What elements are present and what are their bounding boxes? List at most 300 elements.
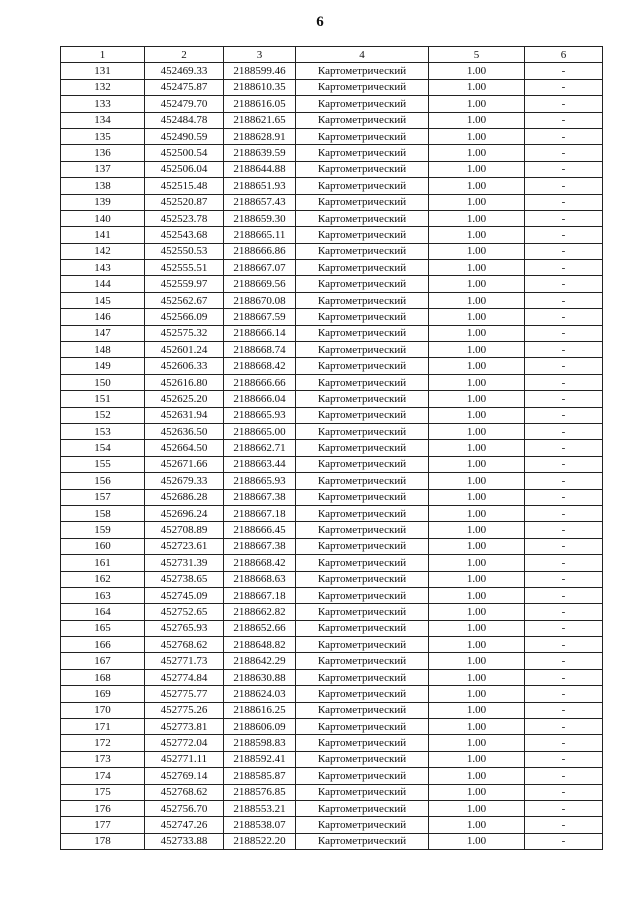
cell-description: - <box>525 440 603 456</box>
cell-x: 452566.09 <box>145 309 224 325</box>
cell-method: Картометрический <box>296 407 429 423</box>
cell-x: 452771.73 <box>145 653 224 669</box>
cell-x: 452756.70 <box>145 800 224 816</box>
cell-method: Картометрический <box>296 456 429 472</box>
cell-point-number: 147 <box>61 325 145 341</box>
cell-x: 452490.59 <box>145 128 224 144</box>
cell-x: 452555.51 <box>145 260 224 276</box>
cell-method: Картометрический <box>296 227 429 243</box>
cell-point-number: 144 <box>61 276 145 292</box>
cell-method: Картометрический <box>296 79 429 95</box>
cell-method: Картометрический <box>296 669 429 685</box>
cell-method: Картометрический <box>296 637 429 653</box>
table-row <box>61 817 603 833</box>
cell-x: 452625.20 <box>145 391 224 407</box>
column-header-accuracy: 5 <box>429 47 525 63</box>
cell-method: Картометрический <box>296 243 429 259</box>
cell-accuracy: 1.00 <box>429 571 525 587</box>
cell-accuracy: 1.00 <box>429 210 525 226</box>
table-row <box>61 571 603 587</box>
cell-y: 2188592.41 <box>224 751 296 767</box>
cell-description: - <box>525 456 603 472</box>
cell-y: 2188669.56 <box>224 276 296 292</box>
cell-y: 2188642.29 <box>224 653 296 669</box>
cell-y: 2188553.21 <box>224 800 296 816</box>
table-row <box>61 784 603 800</box>
cell-y: 2188668.74 <box>224 342 296 358</box>
cell-y: 2188657.43 <box>224 194 296 210</box>
cell-y: 2188616.25 <box>224 702 296 718</box>
cell-description: - <box>525 702 603 718</box>
cell-method: Картометрический <box>296 571 429 587</box>
cell-x: 452606.33 <box>145 358 224 374</box>
table-row <box>61 620 603 636</box>
cell-description: - <box>525 833 603 849</box>
cell-description: - <box>525 473 603 489</box>
cell-point-number: 165 <box>61 620 145 636</box>
cell-method: Картометрический <box>296 161 429 177</box>
cell-y: 2188666.14 <box>224 325 296 341</box>
cell-point-number: 170 <box>61 702 145 718</box>
cell-point-number: 136 <box>61 145 145 161</box>
cell-description: - <box>525 489 603 505</box>
table-row <box>61 587 603 603</box>
table-row <box>61 374 603 390</box>
cell-description: - <box>525 669 603 685</box>
table-row <box>61 178 603 194</box>
cell-x: 452631.94 <box>145 407 224 423</box>
cell-y: 2188630.88 <box>224 669 296 685</box>
cell-point-number: 178 <box>61 833 145 849</box>
cell-description: - <box>525 784 603 800</box>
cell-point-number: 171 <box>61 719 145 735</box>
cell-x: 452475.87 <box>145 79 224 95</box>
cell-x: 452769.14 <box>145 768 224 784</box>
cell-method: Картометрический <box>296 292 429 308</box>
cell-y: 2188659.30 <box>224 210 296 226</box>
cell-method: Картометрический <box>296 784 429 800</box>
cell-method: Картометрический <box>296 194 429 210</box>
cell-description: - <box>525 391 603 407</box>
cell-method: Картометрический <box>296 751 429 767</box>
cell-y: 2188610.35 <box>224 79 296 95</box>
cell-y: 2188670.08 <box>224 292 296 308</box>
cell-y: 2188665.11 <box>224 227 296 243</box>
cell-accuracy: 1.00 <box>429 128 525 144</box>
cell-point-number: 157 <box>61 489 145 505</box>
cell-y: 2188667.38 <box>224 489 296 505</box>
cell-x: 452479.70 <box>145 96 224 112</box>
table-row <box>61 342 603 358</box>
table-row <box>61 555 603 571</box>
cell-accuracy: 1.00 <box>429 538 525 554</box>
table-row <box>61 161 603 177</box>
cell-description: - <box>525 768 603 784</box>
cell-method: Картометрический <box>296 833 429 849</box>
table-row <box>61 538 603 554</box>
cell-y: 2188667.18 <box>224 505 296 521</box>
cell-description: - <box>525 555 603 571</box>
table-row <box>61 145 603 161</box>
cell-description: - <box>525 505 603 521</box>
cell-point-number: 132 <box>61 79 145 95</box>
cell-x: 452696.24 <box>145 505 224 521</box>
cell-point-number: 156 <box>61 473 145 489</box>
cell-y: 2188666.45 <box>224 522 296 538</box>
cell-accuracy: 1.00 <box>429 309 525 325</box>
cell-point-number: 134 <box>61 112 145 128</box>
cell-description: - <box>525 161 603 177</box>
table-row <box>61 292 603 308</box>
cell-method: Картометрический <box>296 800 429 816</box>
cell-point-number: 146 <box>61 309 145 325</box>
cell-method: Картометрический <box>296 145 429 161</box>
cell-point-number: 151 <box>61 391 145 407</box>
cell-point-number: 160 <box>61 538 145 554</box>
cell-x: 452664.50 <box>145 440 224 456</box>
cell-accuracy: 1.00 <box>429 63 525 79</box>
cell-description: - <box>525 145 603 161</box>
cell-x: 452768.62 <box>145 637 224 653</box>
cell-description: - <box>525 571 603 587</box>
cell-x: 452771.11 <box>145 751 224 767</box>
cell-y: 2188662.71 <box>224 440 296 456</box>
cell-point-number: 169 <box>61 686 145 702</box>
cell-method: Картометрический <box>296 128 429 144</box>
cell-y: 2188606.09 <box>224 719 296 735</box>
cell-description: - <box>525 735 603 751</box>
cell-point-number: 158 <box>61 505 145 521</box>
cell-method: Картометрический <box>296 309 429 325</box>
cell-accuracy: 1.00 <box>429 768 525 784</box>
cell-x: 452515.48 <box>145 178 224 194</box>
cell-method: Картометрический <box>296 440 429 456</box>
table-row <box>61 768 603 784</box>
cell-description: - <box>525 374 603 390</box>
cell-y: 2188666.86 <box>224 243 296 259</box>
cell-method: Картометрический <box>296 620 429 636</box>
cell-y: 2188624.03 <box>224 686 296 702</box>
cell-x: 452775.77 <box>145 686 224 702</box>
cell-point-number: 166 <box>61 637 145 653</box>
cell-method: Картометрический <box>296 342 429 358</box>
cell-description: - <box>525 260 603 276</box>
cell-y: 2188576.85 <box>224 784 296 800</box>
cell-accuracy: 1.00 <box>429 374 525 390</box>
cell-accuracy: 1.00 <box>429 669 525 685</box>
cell-description: - <box>525 63 603 79</box>
cell-y: 2188652.66 <box>224 620 296 636</box>
cell-method: Картометрический <box>296 489 429 505</box>
table-row <box>61 79 603 95</box>
cell-method: Картометрический <box>296 587 429 603</box>
cell-x: 452550.53 <box>145 243 224 259</box>
cell-x: 452601.24 <box>145 342 224 358</box>
cell-description: - <box>525 800 603 816</box>
cell-accuracy: 1.00 <box>429 489 525 505</box>
cell-x: 452773.81 <box>145 719 224 735</box>
table-row <box>61 702 603 718</box>
cell-point-number: 162 <box>61 571 145 587</box>
cell-accuracy: 1.00 <box>429 178 525 194</box>
cell-description: - <box>525 96 603 112</box>
cell-y: 2188666.04 <box>224 391 296 407</box>
cell-accuracy: 1.00 <box>429 407 525 423</box>
table-row <box>61 505 603 521</box>
cell-method: Картометрический <box>296 358 429 374</box>
cell-point-number: 141 <box>61 227 145 243</box>
cell-point-number: 164 <box>61 604 145 620</box>
cell-point-number: 163 <box>61 587 145 603</box>
cell-x: 452768.62 <box>145 784 224 800</box>
cell-y: 2188668.42 <box>224 358 296 374</box>
cell-y: 2188665.00 <box>224 423 296 439</box>
cell-description: - <box>525 227 603 243</box>
cell-x: 452747.26 <box>145 817 224 833</box>
cell-y: 2188522.20 <box>224 833 296 849</box>
table-row <box>61 833 603 849</box>
cell-method: Картометрический <box>296 260 429 276</box>
cell-x: 452733.88 <box>145 833 224 849</box>
cell-y: 2188667.18 <box>224 587 296 603</box>
table-row <box>61 686 603 702</box>
cell-point-number: 138 <box>61 178 145 194</box>
cell-point-number: 154 <box>61 440 145 456</box>
cell-point-number: 131 <box>61 63 145 79</box>
table-row <box>61 440 603 456</box>
cell-accuracy: 1.00 <box>429 473 525 489</box>
column-header-x: 2 <box>145 47 224 63</box>
table-header-row <box>61 47 603 63</box>
cell-method: Картометрический <box>296 63 429 79</box>
cell-y: 2188662.82 <box>224 604 296 620</box>
cell-x: 452500.54 <box>145 145 224 161</box>
cell-point-number: 148 <box>61 342 145 358</box>
cell-accuracy: 1.00 <box>429 587 525 603</box>
cell-method: Картометрический <box>296 96 429 112</box>
table-row <box>61 243 603 259</box>
cell-accuracy: 1.00 <box>429 653 525 669</box>
cell-accuracy: 1.00 <box>429 522 525 538</box>
cell-y: 2188665.93 <box>224 473 296 489</box>
cell-x: 452520.87 <box>145 194 224 210</box>
table-row <box>61 637 603 653</box>
cell-method: Картометрический <box>296 112 429 128</box>
table-row <box>61 276 603 292</box>
cell-accuracy: 1.00 <box>429 194 525 210</box>
cell-point-number: 175 <box>61 784 145 800</box>
cell-x: 452679.33 <box>145 473 224 489</box>
cell-x: 452523.78 <box>145 210 224 226</box>
table-row <box>61 358 603 374</box>
cell-point-number: 137 <box>61 161 145 177</box>
cell-point-number: 133 <box>61 96 145 112</box>
cell-y: 2188628.91 <box>224 128 296 144</box>
table-row <box>61 800 603 816</box>
cell-point-number: 140 <box>61 210 145 226</box>
table-row <box>61 309 603 325</box>
cell-x: 452765.93 <box>145 620 224 636</box>
cell-y: 2188599.46 <box>224 63 296 79</box>
cell-accuracy: 1.00 <box>429 817 525 833</box>
cell-x: 452774.84 <box>145 669 224 685</box>
cell-accuracy: 1.00 <box>429 260 525 276</box>
cell-method: Картометрический <box>296 374 429 390</box>
table-row <box>61 604 603 620</box>
cell-point-number: 174 <box>61 768 145 784</box>
table-row <box>61 735 603 751</box>
cell-point-number: 161 <box>61 555 145 571</box>
cell-x: 452775.26 <box>145 702 224 718</box>
cell-x: 452723.61 <box>145 538 224 554</box>
cell-method: Картометрический <box>296 653 429 669</box>
cell-point-number: 142 <box>61 243 145 259</box>
cell-y: 2188585.87 <box>224 768 296 784</box>
cell-description: - <box>525 79 603 95</box>
cell-x: 452575.32 <box>145 325 224 341</box>
cell-x: 452506.04 <box>145 161 224 177</box>
cell-description: - <box>525 719 603 735</box>
cell-y: 2188616.05 <box>224 96 296 112</box>
cell-method: Картометрический <box>296 719 429 735</box>
cell-description: - <box>525 407 603 423</box>
table-row <box>61 751 603 767</box>
cell-method: Картометрический <box>296 604 429 620</box>
cell-accuracy: 1.00 <box>429 686 525 702</box>
cell-x: 452484.78 <box>145 112 224 128</box>
cell-accuracy: 1.00 <box>429 342 525 358</box>
cell-y: 2188667.07 <box>224 260 296 276</box>
cell-method: Картометрический <box>296 423 429 439</box>
table-row <box>61 423 603 439</box>
cell-point-number: 135 <box>61 128 145 144</box>
cell-accuracy: 1.00 <box>429 227 525 243</box>
cell-point-number: 139 <box>61 194 145 210</box>
cell-accuracy: 1.00 <box>429 325 525 341</box>
cell-description: - <box>525 194 603 210</box>
cell-description: - <box>525 292 603 308</box>
cell-accuracy: 1.00 <box>429 440 525 456</box>
table-row <box>61 669 603 685</box>
cell-accuracy: 1.00 <box>429 423 525 439</box>
table-row <box>61 325 603 341</box>
column-header-method: 4 <box>296 47 429 63</box>
cell-accuracy: 1.00 <box>429 96 525 112</box>
table-row <box>61 489 603 505</box>
cell-accuracy: 1.00 <box>429 276 525 292</box>
cell-x: 452752.65 <box>145 604 224 620</box>
cell-accuracy: 1.00 <box>429 112 525 128</box>
cell-accuracy: 1.00 <box>429 456 525 472</box>
cell-method: Картометрический <box>296 210 429 226</box>
cell-y: 2188668.63 <box>224 571 296 587</box>
table-row <box>61 260 603 276</box>
cell-y: 2188665.93 <box>224 407 296 423</box>
cell-point-number: 145 <box>61 292 145 308</box>
cell-description: - <box>525 637 603 653</box>
cell-description: - <box>525 587 603 603</box>
cell-point-number: 152 <box>61 407 145 423</box>
cell-method: Картометрический <box>296 702 429 718</box>
cell-accuracy: 1.00 <box>429 79 525 95</box>
cell-accuracy: 1.00 <box>429 751 525 767</box>
table-row <box>61 456 603 472</box>
cell-description: - <box>525 538 603 554</box>
cell-point-number: 176 <box>61 800 145 816</box>
cell-method: Картометрический <box>296 391 429 407</box>
column-header-description: 6 <box>525 47 603 63</box>
cell-description: - <box>525 358 603 374</box>
cell-description: - <box>525 686 603 702</box>
cell-method: Картометрический <box>296 325 429 341</box>
cell-description: - <box>525 653 603 669</box>
table-row <box>61 407 603 423</box>
cell-accuracy: 1.00 <box>429 161 525 177</box>
cell-method: Картометрический <box>296 686 429 702</box>
cell-point-number: 143 <box>61 260 145 276</box>
cell-description: - <box>525 620 603 636</box>
cell-point-number: 150 <box>61 374 145 390</box>
cell-accuracy: 1.00 <box>429 833 525 849</box>
cell-accuracy: 1.00 <box>429 145 525 161</box>
table-row <box>61 653 603 669</box>
cell-description: - <box>525 128 603 144</box>
cell-point-number: 168 <box>61 669 145 685</box>
cell-description: - <box>525 522 603 538</box>
cell-x: 452738.65 <box>145 571 224 587</box>
cell-description: - <box>525 210 603 226</box>
table-row <box>61 522 603 538</box>
cell-y: 2188663.44 <box>224 456 296 472</box>
table-row <box>61 96 603 112</box>
cell-accuracy: 1.00 <box>429 800 525 816</box>
cell-accuracy: 1.00 <box>429 620 525 636</box>
cell-point-number: 177 <box>61 817 145 833</box>
cell-x: 452616.80 <box>145 374 224 390</box>
page-number: 6 <box>316 14 324 30</box>
cell-accuracy: 1.00 <box>429 391 525 407</box>
table-row <box>61 210 603 226</box>
cell-x: 452559.97 <box>145 276 224 292</box>
column-header-point-number: 1 <box>61 47 145 63</box>
cell-point-number: 159 <box>61 522 145 538</box>
cell-x: 452772.04 <box>145 735 224 751</box>
table-row <box>61 112 603 128</box>
cell-y: 2188648.82 <box>224 637 296 653</box>
table-row <box>61 391 603 407</box>
cell-method: Картометрический <box>296 735 429 751</box>
cell-accuracy: 1.00 <box>429 735 525 751</box>
cell-point-number: 167 <box>61 653 145 669</box>
cell-point-number: 149 <box>61 358 145 374</box>
cell-description: - <box>525 309 603 325</box>
cell-method: Картометрический <box>296 505 429 521</box>
cell-point-number: 153 <box>61 423 145 439</box>
cell-x: 452543.68 <box>145 227 224 243</box>
cell-description: - <box>525 751 603 767</box>
cell-method: Картометрический <box>296 817 429 833</box>
cell-description: - <box>525 112 603 128</box>
cell-method: Картометрический <box>296 555 429 571</box>
cell-x: 452469.33 <box>145 63 224 79</box>
cell-description: - <box>525 243 603 259</box>
cell-y: 2188644.88 <box>224 161 296 177</box>
cell-y: 2188668.42 <box>224 555 296 571</box>
table-row <box>61 227 603 243</box>
column-header-y: 3 <box>224 47 296 63</box>
cell-x: 452731.39 <box>145 555 224 571</box>
cell-point-number: 155 <box>61 456 145 472</box>
